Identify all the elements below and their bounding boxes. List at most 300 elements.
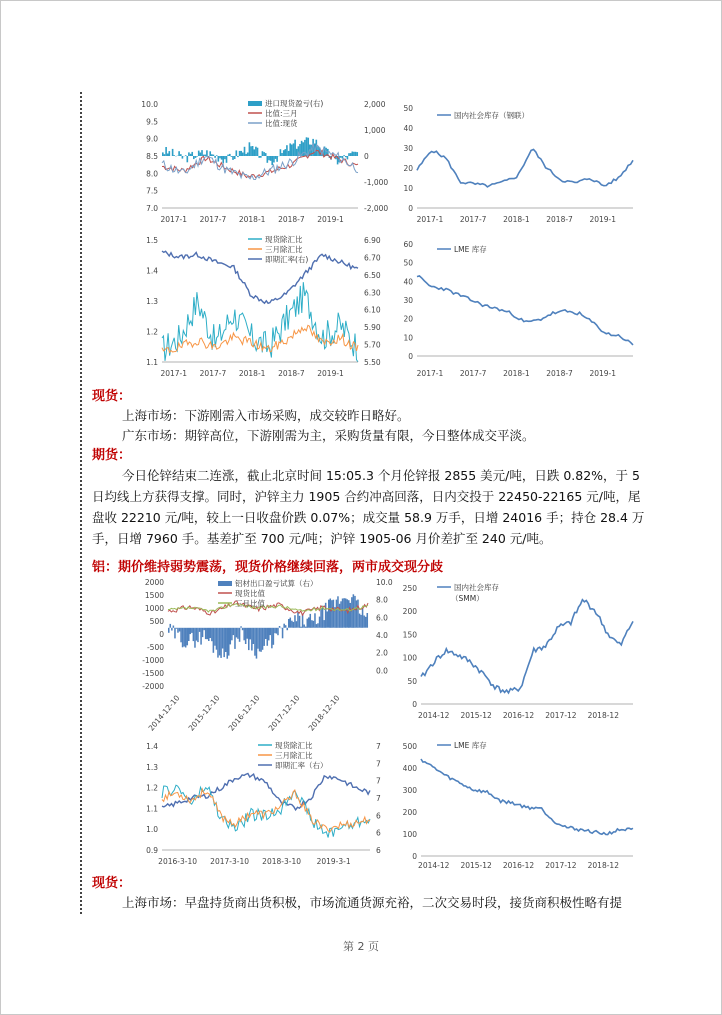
zinc-futures-paragraph bbox=[92, 465, 704, 549]
ac1-export-bars-bar bbox=[262, 628, 264, 650]
zc1-import-bars-bar bbox=[276, 156, 278, 162]
ac1-export-bars-bar bbox=[239, 628, 241, 642]
ac2-y-tick-5: 0 bbox=[412, 700, 417, 709]
zc1-import-bars-bar bbox=[232, 156, 234, 160]
zc1-x-tick-1: 2017-7 bbox=[199, 215, 227, 224]
ac1-yl-tick-1: 1500 bbox=[144, 591, 164, 600]
ac1-export-bars-bar bbox=[357, 600, 359, 628]
zc1-import-bars-bar bbox=[229, 154, 231, 156]
zc4-x-tick-1: 2017-7 bbox=[459, 369, 487, 378]
ac1-export-bars-bar bbox=[311, 620, 313, 628]
al-spot-shanghai: 上海市场：早盘持货商出货积极，市场流通货源充裕，二次交易时段，接货商积极性略有提 bbox=[122, 895, 623, 910]
ac4-x-tick-4: 2018-12 bbox=[587, 861, 619, 870]
ac1-yr-tick-1: 8.0 bbox=[376, 595, 388, 605]
ac1-export-bars-bar bbox=[291, 621, 293, 628]
zc1-import-bars-bar bbox=[280, 149, 282, 156]
ac1-export-bars-bar bbox=[174, 628, 176, 639]
zc1-import-bars-bar bbox=[236, 150, 238, 156]
zc1-import-bars-bar bbox=[270, 156, 272, 161]
zc2-x-tick-1: 2017-7 bbox=[459, 215, 487, 224]
ac1-export-bars-bar bbox=[293, 622, 295, 628]
zc1-x-tick-4: 2019-1 bbox=[317, 215, 344, 224]
ac3-yl-tick-1: 1.3 bbox=[146, 762, 158, 772]
ac3-yl-tick-0: 1.4 bbox=[146, 742, 158, 751]
zc3-x-tick-0: 2017-1 bbox=[160, 369, 188, 378]
zc1-import-bars-bar bbox=[245, 154, 247, 156]
zc2-series bbox=[417, 150, 633, 187]
ac1-export-bars-bar bbox=[227, 628, 229, 659]
zc1-import-bars-bar bbox=[356, 152, 358, 156]
ac1-export-bars-bar bbox=[305, 627, 307, 628]
zc1-import-bars-bar bbox=[169, 151, 171, 156]
ac2-y-tick-3: 100 bbox=[402, 653, 417, 663]
zinc-spot-guangdong: 广东市场：期锌高位，下游刚需为主，采购货量有限，今日整体成交平淡。 bbox=[122, 428, 535, 443]
ac1-export-bars-bar bbox=[319, 617, 321, 628]
zc1-import-bars-bar bbox=[252, 146, 254, 156]
ac1-export-bars-bar bbox=[228, 628, 230, 656]
zc1-import-bars-bar bbox=[172, 149, 174, 156]
ac1-export-bars-bar bbox=[351, 597, 353, 628]
zc4-y-tick-3: 30 bbox=[403, 296, 413, 305]
zc4-y-tick-5: 10 bbox=[403, 333, 413, 343]
ac1-export-bars-bar bbox=[337, 596, 339, 628]
zc1-import-bars-bar bbox=[258, 156, 260, 158]
ac1-export-bars-bar bbox=[233, 628, 235, 635]
zc2-y-tick-0: 50 bbox=[403, 104, 413, 113]
zc1-import-bars-bar bbox=[275, 156, 277, 159]
al-spot-heading: 现货： bbox=[92, 876, 132, 891]
zc3-legend-0-label: 现货除汇比 bbox=[265, 235, 303, 244]
ac1-export-bars-bar bbox=[322, 606, 324, 628]
zc1-import-bars-bar bbox=[209, 151, 211, 156]
zc1-import-bars-bar bbox=[180, 154, 182, 156]
ac1-export-bars-bar bbox=[360, 615, 362, 628]
ac1-export-bars-bar bbox=[294, 615, 296, 628]
ac1-yl-tick-4: 0 bbox=[159, 630, 164, 639]
ac2-legend-1: （SMM） bbox=[451, 594, 484, 603]
ac4-legend-0-label: LME 库存 bbox=[454, 741, 487, 750]
ac1-yl-tick-0: 2000 bbox=[144, 578, 164, 587]
ac1-legend-1-label: 现货比值 bbox=[235, 589, 265, 598]
zc1-import-bars-bar bbox=[347, 156, 349, 159]
ac1-export-bars-bar bbox=[277, 628, 279, 635]
ac1-export-bars-bar bbox=[316, 624, 318, 628]
zc1-x-tick-3: 2018-7 bbox=[278, 215, 305, 224]
ac4-y-tick-1: 400 bbox=[402, 764, 417, 773]
zc1-yl-tick-6: 7.0 bbox=[146, 204, 158, 213]
zc1-import-bars-bar bbox=[185, 155, 187, 156]
zc1-legend-0-label: 进口现货盈亏(右) bbox=[265, 99, 324, 108]
zc1-import-bars-bar bbox=[350, 153, 352, 156]
ac4-x-tick-0: 2014-12 bbox=[418, 861, 450, 870]
ac1-export-bars-bar bbox=[194, 628, 196, 648]
ac1-export-bars bbox=[168, 594, 368, 658]
zc4-y-tick-0: 60 bbox=[403, 240, 413, 249]
ac1-export-bars-bar bbox=[253, 628, 255, 644]
al-chart-domestic-inventory bbox=[393, 576, 643, 726]
zc1-import-bars-bar bbox=[191, 152, 193, 156]
ac1-export-bars-bar bbox=[171, 628, 173, 631]
ac3-yr-tick-6: 6 bbox=[376, 846, 381, 855]
zc1-legend-2-label: 比值:现货 bbox=[265, 119, 298, 128]
ac4-y-tick-2: 300 bbox=[402, 786, 417, 795]
ac1-export-bars-bar bbox=[296, 621, 298, 628]
ac1-legend-0-label: 铝材出口盈亏试算（右） bbox=[235, 579, 318, 588]
zc1-import-bars-bar bbox=[247, 153, 249, 157]
ac1-export-bars-bar bbox=[268, 628, 270, 641]
ac1-export-bars-bar bbox=[217, 628, 219, 658]
ac1-legend-2-label: 三月比值 bbox=[235, 599, 265, 608]
zc1-import-bars-bar bbox=[260, 156, 262, 158]
ac1-yl-tick-2: 1000 bbox=[144, 604, 164, 613]
ac1-export-bars-bar bbox=[356, 600, 358, 627]
ac1-export-bars-bar bbox=[193, 628, 195, 641]
zc3-yr-tick-2: 6.50 bbox=[364, 270, 381, 280]
zc1-import-bars-bar bbox=[303, 142, 305, 156]
zc1-import-bars-bar bbox=[281, 153, 283, 156]
zinc-spot-heading: 现货： bbox=[92, 389, 132, 404]
zc3-x-tick-2: 2018-1 bbox=[238, 369, 266, 378]
zc1-import-bars-bar bbox=[265, 153, 267, 156]
ac3-yr-tick-2: 7 bbox=[376, 776, 381, 786]
ac4-y-tick-0: 500 bbox=[402, 742, 417, 751]
zc1-import-bars-bar bbox=[182, 156, 184, 159]
zc1-import-bars-bar bbox=[271, 156, 273, 165]
ac1-x-tick-2: 2016-12-10 bbox=[226, 693, 262, 733]
ac3-legend-0-label: 现货除汇比 bbox=[275, 741, 313, 750]
zc1-import-bars-bar bbox=[342, 156, 344, 159]
zc2-y-tick-2: 30 bbox=[403, 144, 413, 153]
ac1-export-bars-bar bbox=[205, 628, 207, 639]
al-chart-export-ratio bbox=[138, 576, 393, 736]
ac1-export-bars-bar bbox=[353, 594, 355, 628]
zinc-chart-lme-inventory bbox=[393, 232, 643, 382]
zc1-import-bars-bar bbox=[165, 147, 167, 156]
zc1-yr-tick-1: 1,000 bbox=[364, 126, 386, 135]
zc1-import-bars-bar bbox=[355, 152, 357, 156]
ac1-export-bars-bar bbox=[276, 628, 278, 634]
ac1-export-bars-bar bbox=[285, 625, 287, 628]
ac1-export-bars-bar bbox=[216, 628, 218, 650]
zc4-x-tick-2: 2018-1 bbox=[503, 369, 530, 378]
ac1-export-bars-bar bbox=[179, 628, 181, 632]
ac2-x-tick-0: 2014-12 bbox=[418, 711, 450, 720]
zc2-x-tick-0: 2017-1 bbox=[416, 215, 444, 224]
ac1-x-tick-1: 2015-12-10 bbox=[186, 693, 222, 733]
ac1-export-bars-bar bbox=[225, 628, 227, 652]
ac1-yr-tick-0: 10.0 bbox=[376, 578, 393, 587]
ac1-export-bars-bar bbox=[342, 599, 344, 628]
ac1-export-bars-bar bbox=[176, 628, 178, 629]
zc3-yr-tick-3: 6.30 bbox=[364, 288, 381, 298]
zc1-legend-1-label: 比值:三月 bbox=[265, 109, 298, 118]
zc1-import-bars-bar bbox=[283, 150, 285, 156]
ac2-y-tick-1: 200 bbox=[402, 607, 417, 617]
ac1-export-bars-bar bbox=[200, 628, 202, 645]
ac1-export-bars-bar bbox=[362, 608, 364, 628]
ac2-y-tick-0: 250 bbox=[402, 584, 417, 593]
zc1-import-bars-bar bbox=[293, 143, 295, 156]
ac1-export-bars-bar bbox=[220, 628, 222, 658]
ac1-export-bars-bar bbox=[340, 601, 342, 628]
ac2-x-tick-2: 2016-12 bbox=[502, 711, 535, 720]
ac1-export-bars-bar bbox=[274, 628, 276, 633]
zc1-import-bars-bar bbox=[218, 156, 220, 162]
zc1-yl-tick-2: 9.0 bbox=[146, 134, 158, 144]
zinc-chart-ratio-import bbox=[138, 96, 388, 231]
ac4-y-tick-3: 200 bbox=[402, 808, 417, 817]
ac1-export-bars-bar bbox=[199, 628, 201, 632]
ac1-legend-0-swatch bbox=[218, 581, 232, 586]
ac1-export-bars-bar bbox=[237, 628, 239, 639]
ac2-series bbox=[421, 600, 633, 693]
zc4-y-tick-1: 50 bbox=[403, 258, 413, 268]
zinc-chart-fx-ratio bbox=[138, 232, 388, 382]
ac2-y-tick-2: 150 bbox=[402, 630, 417, 640]
ac1-export-bars-bar bbox=[307, 619, 309, 628]
ac1-export-bars-bar bbox=[328, 600, 330, 628]
ac1-export-bars-bar bbox=[282, 628, 284, 639]
ac3-yr-tick-1: 7 bbox=[376, 759, 381, 769]
ac1-export-bars-bar bbox=[317, 623, 319, 628]
zc1-import-bars-bar bbox=[226, 156, 228, 163]
ac1-export-bars-bar bbox=[187, 628, 189, 646]
zc1-import-bars-bar bbox=[286, 145, 288, 156]
zc1-import-bars-bar bbox=[348, 153, 350, 156]
zc1-import-bars-bar bbox=[263, 152, 265, 156]
zc4-y-tick-4: 20 bbox=[403, 314, 413, 324]
ac2-legend-0-label: 国内社会库存 bbox=[454, 583, 499, 592]
zc3-yl-tick-3: 1.2 bbox=[146, 327, 158, 337]
ac3-x-tick-1: 2017-3-10 bbox=[210, 857, 250, 866]
ac1-export-bars-bar bbox=[257, 628, 259, 649]
zc2-y-tick-5: 0 bbox=[408, 204, 413, 213]
ac1-export-bars-bar bbox=[336, 600, 338, 628]
ac1-export-bars-bar bbox=[297, 612, 299, 628]
zc3-x-tick-1: 2017-7 bbox=[199, 369, 227, 378]
ac1-export-bars-bar bbox=[288, 619, 290, 628]
ac1-export-bars-bar bbox=[222, 628, 224, 649]
zc1-import-bars-bar bbox=[211, 154, 213, 156]
zc1-import-bars-bar bbox=[201, 150, 203, 156]
zc1-import-bars bbox=[162, 137, 358, 165]
ac1-export-bars-bar bbox=[245, 628, 247, 644]
ac1-export-bars-bar bbox=[214, 628, 216, 646]
ac1-export-bars-bar bbox=[197, 628, 199, 642]
zc1-import-bars-bar bbox=[262, 151, 264, 156]
zc1-import-bars-bar bbox=[250, 146, 252, 156]
zc4-x-tick-4: 2019-1 bbox=[589, 369, 617, 378]
ac3-x-tick-0: 2016-3-10 bbox=[158, 857, 198, 866]
ac1-export-bars-bar bbox=[251, 628, 253, 651]
ac3-yr-tick-0: 7 bbox=[376, 742, 381, 751]
ac1-export-bars-bar bbox=[242, 628, 244, 630]
ac1-export-bars-bar bbox=[265, 628, 267, 639]
ac1-export-bars-bar bbox=[345, 598, 347, 627]
zc2-x-tick-2: 2018-1 bbox=[503, 215, 530, 224]
zc1-yl-tick-5: 7.5 bbox=[146, 186, 158, 196]
ac1-export-bars-bar bbox=[330, 599, 332, 628]
zc1-import-bars-bar bbox=[268, 156, 270, 160]
zc3-series-spot bbox=[162, 282, 358, 362]
al-chart-lme-inventory bbox=[393, 738, 643, 873]
ac1-export-bars-bar bbox=[254, 628, 256, 656]
ac1-yr-tick-2: 6.0 bbox=[376, 613, 388, 623]
ac1-export-bars-bar bbox=[363, 616, 365, 628]
ac4-series bbox=[421, 759, 633, 835]
zc3-yl-tick-0: 1.5 bbox=[146, 236, 158, 245]
ac1-export-bars-bar bbox=[367, 613, 369, 628]
zc1-import-bars-bar bbox=[227, 155, 229, 156]
ac1-export-bars-bar bbox=[303, 625, 305, 628]
ac1-export-bars-bar bbox=[190, 628, 192, 634]
zc3-yl-tick-4: 1.1 bbox=[146, 358, 158, 367]
ac1-export-bars-bar bbox=[230, 628, 232, 645]
ac1-yr-tick-5: 0.0 bbox=[376, 666, 388, 676]
zc1-import-bars-bar bbox=[239, 151, 241, 156]
zc1-import-bars-bar bbox=[237, 156, 239, 157]
ac1-export-bars-bar bbox=[270, 628, 272, 635]
ac1-yl-tick-5: -500 bbox=[146, 643, 164, 652]
ac1-export-bars-bar bbox=[350, 603, 352, 628]
ac1-yr-tick-4: 2.0 bbox=[376, 648, 388, 658]
zc1-yl-tick-3: 8.5 bbox=[146, 152, 158, 161]
ac1-yl-tick-7: -1500 bbox=[142, 669, 164, 678]
zc1-import-bars-bar bbox=[213, 155, 215, 156]
ac1-export-bars-bar bbox=[365, 617, 367, 628]
page-number: 第 2 页 bbox=[343, 940, 379, 953]
ac4-x-tick-2: 2016-12 bbox=[502, 861, 535, 870]
zc3-x-tick-3: 2018-7 bbox=[278, 369, 305, 378]
ac1-export-bars-bar bbox=[263, 628, 265, 646]
ac1-export-bars-bar bbox=[248, 628, 250, 650]
ac3-yl-tick-3: 1.1 bbox=[146, 804, 158, 814]
ac1-export-bars-bar bbox=[290, 618, 292, 628]
ac1-export-bars-bar bbox=[203, 628, 205, 630]
zc1-import-bars-bar bbox=[216, 155, 218, 156]
al-chart-fx-ratio bbox=[138, 738, 388, 873]
zc1-import-bars-bar bbox=[240, 151, 242, 156]
ac4-y-tick-4: 100 bbox=[402, 830, 417, 839]
ac3-x-tick-3: 2019-3-1 bbox=[316, 857, 351, 866]
zc4-y-tick-6: 0 bbox=[408, 352, 413, 361]
ac3-x-tick-2: 2018-3-10 bbox=[262, 857, 302, 866]
ac1-export-bars-bar bbox=[287, 628, 289, 630]
zc2-legend-0-label: 国内社会库存（钢联） bbox=[454, 111, 529, 120]
ac1-export-bars-bar bbox=[247, 628, 249, 639]
zc1-import-bars-bar bbox=[224, 156, 226, 159]
ac1-x-tick-4: 2018-12-10 bbox=[306, 693, 342, 733]
ac1-export-bars-bar bbox=[271, 628, 273, 649]
ac1-export-bars-bar bbox=[240, 626, 242, 627]
zc1-import-bars-bar bbox=[162, 152, 164, 156]
ac1-export-bars-bar bbox=[299, 616, 301, 628]
ac3-series-spot bbox=[162, 785, 370, 837]
zc1-import-bars-bar bbox=[188, 152, 190, 156]
zc3-yr-tick-7: 5.50 bbox=[364, 358, 381, 367]
zc1-import-bars-bar bbox=[353, 152, 355, 156]
zc4-series bbox=[417, 276, 633, 345]
zc1-import-bars-bar bbox=[285, 149, 287, 156]
ac1-export-bars-bar bbox=[256, 628, 258, 659]
ac4-y-tick-5: 0 bbox=[412, 852, 417, 861]
ac1-export-bars-bar bbox=[170, 624, 172, 628]
ac1-export-bars-bar bbox=[320, 609, 322, 628]
ac1-export-bars-bar bbox=[177, 628, 179, 633]
ac1-export-bars-bar bbox=[236, 628, 238, 638]
ac3-legend-1-label: 三月除汇比 bbox=[275, 751, 313, 760]
ac1-export-bars-bar bbox=[188, 628, 190, 641]
ac1-export-bars-bar bbox=[213, 628, 215, 653]
zinc-futures-line-4: 手，日增 7960 手。基差扩至 700 元/吨；沪锌 1905-06 月价差扩至 240 元/吨。 bbox=[92, 531, 552, 546]
ac3-yl-tick-4: 1.0 bbox=[146, 825, 158, 835]
zc1-import-bars-bar bbox=[222, 156, 224, 163]
zc1-import-bars-bar bbox=[296, 149, 298, 156]
ac1-export-bars-bar bbox=[327, 611, 329, 627]
ac1-export-bars-bar bbox=[267, 628, 269, 646]
ac1-export-bars-bar bbox=[210, 628, 212, 638]
ac3-series-fx bbox=[162, 774, 370, 810]
zinc-futures-line-1: 今日伦锌结束二连涨，截止北京时间 15:05.3 个月伦锌报 2855 美元/吨，日跌 0.82%，于 5 bbox=[122, 468, 640, 483]
ac1-export-bars-bar bbox=[191, 628, 193, 633]
zc1-yl-tick-0: 10.0 bbox=[141, 100, 158, 109]
zc1-import-bars-bar bbox=[340, 156, 342, 158]
ac3-yl-tick-5: 0.9 bbox=[146, 846, 158, 855]
ac1-export-bars-bar bbox=[234, 628, 236, 649]
zc2-y-tick-3: 20 bbox=[403, 164, 413, 173]
zc3-yr-tick-4: 6.10 bbox=[364, 305, 381, 315]
zc1-import-bars-bar bbox=[343, 155, 345, 156]
ac1-yl-tick-8: -2000 bbox=[142, 682, 164, 691]
ac1-export-bars-bar bbox=[279, 626, 281, 628]
zc1-yl-tick-1: 9.5 bbox=[146, 117, 158, 127]
ac1-export-bars-bar bbox=[339, 604, 341, 628]
ac1-export-bars-bar bbox=[243, 628, 245, 641]
ac3-yr-tick-4: 6 bbox=[376, 811, 381, 821]
zc1-import-bars-bar bbox=[234, 156, 236, 159]
zc2-y-tick-4: 10 bbox=[403, 184, 413, 193]
ac3-yl-tick-2: 1.2 bbox=[146, 783, 158, 793]
zc1-import-bars-bar bbox=[221, 156, 223, 160]
zc1-import-bars-bar bbox=[178, 151, 180, 156]
ac1-export-bars-bar bbox=[283, 624, 285, 628]
ac1-export-bars-bar bbox=[207, 628, 209, 639]
ac1-export-bars-bar bbox=[223, 628, 225, 657]
zinc-futures-line-2: 日均线上方获得支撑。同时，沪锌主力 1905 合约冲高回落，日内交投于 22450-22165 元/吨，尾 bbox=[92, 489, 641, 504]
ac1-export-bars-bar bbox=[185, 628, 187, 648]
ac2-x-tick-3: 2017-12 bbox=[545, 711, 577, 720]
ac1-export-bars-bar bbox=[343, 598, 345, 628]
margin-dotted-line bbox=[80, 92, 82, 914]
zc1-legend-0-swatch bbox=[248, 101, 262, 106]
zinc-chart-domestic-inventory bbox=[393, 96, 643, 231]
zinc-futures-line-3: 盘收 22210 元/吨，较上一日收盘价跌 0.07%；成交量 58.9 万手，日增 24016 手；持仓 28.4 万 bbox=[92, 510, 645, 525]
zc1-yr-tick-2: 0 bbox=[364, 152, 369, 161]
ac1-x-tick-3: 2017-12-10 bbox=[266, 693, 302, 733]
zc4-y-tick-2: 40 bbox=[403, 277, 413, 287]
aluminum-heading: 铝：期价维持弱势震荡，现货价格继续回落，两市成交现分歧 bbox=[92, 560, 444, 575]
zc1-import-bars-bar bbox=[254, 149, 256, 156]
ac1-export-bars-bar bbox=[259, 628, 261, 652]
ac3-yr-tick-5: 6 bbox=[376, 828, 381, 838]
zc3-yr-tick-0: 6.90 bbox=[364, 236, 381, 245]
zc3-legend-2-label: 即期汇率(右) bbox=[265, 255, 309, 264]
ac1-export-bars-bar bbox=[273, 628, 275, 645]
zc4-x-tick-3: 2018-7 bbox=[546, 369, 573, 378]
zc1-import-bars-bar bbox=[288, 151, 290, 156]
ac1-export-bars-bar bbox=[208, 628, 210, 641]
zc2-x-tick-4: 2019-1 bbox=[589, 215, 617, 224]
